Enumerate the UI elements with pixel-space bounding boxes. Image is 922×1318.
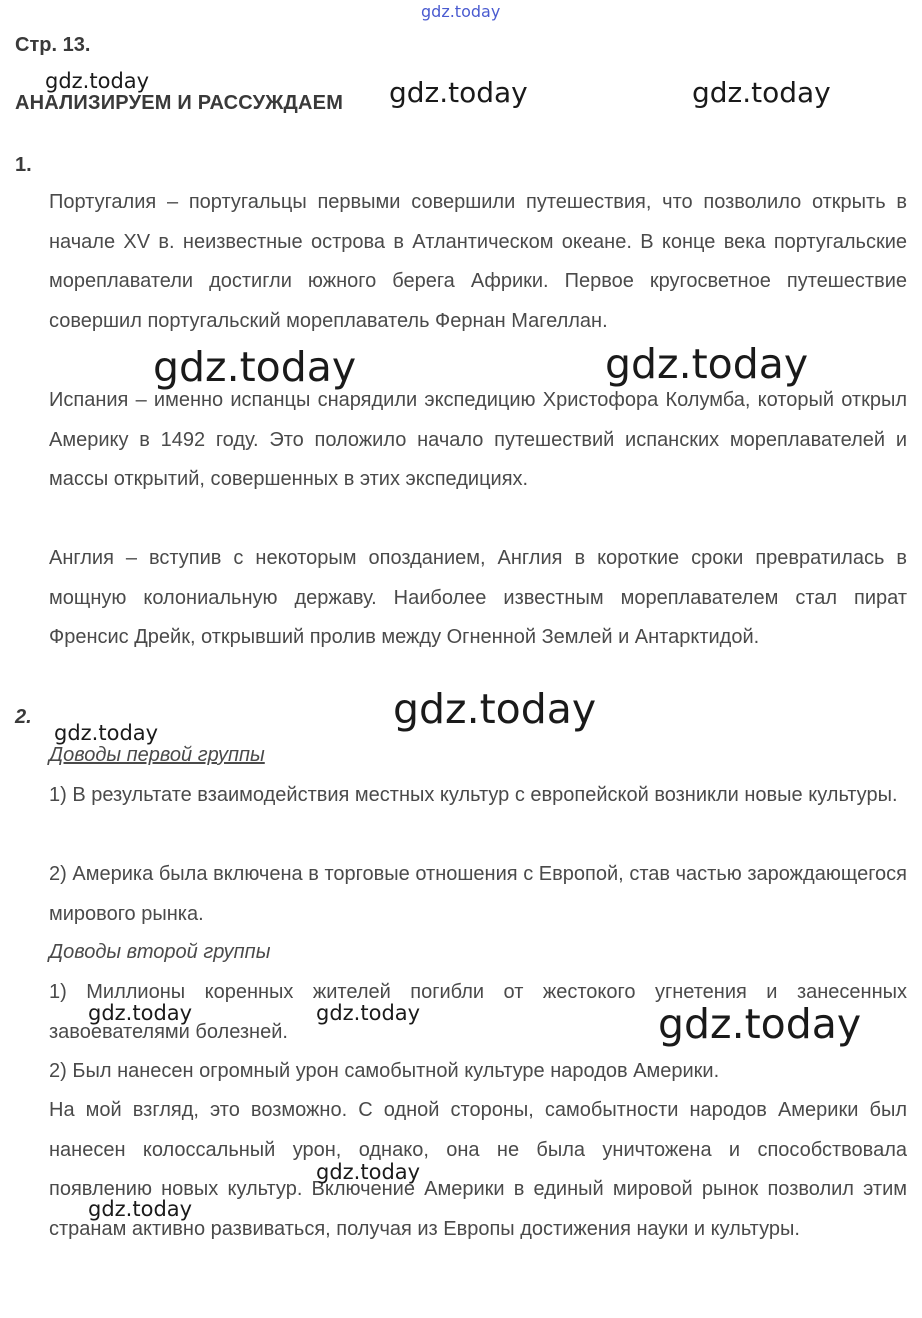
watermark: gdz.today (316, 1160, 421, 1184)
watermark: gdz.today (88, 1001, 193, 1025)
watermark: gdz.today (153, 343, 357, 391)
watermark: gdz.today (692, 76, 831, 109)
watermark: gdz.today (658, 1000, 862, 1048)
argument-item: 1) Миллионы коренных жителей погибли от жестокого угнетения и занесенных завоевателями болезней. (49, 981, 907, 1043)
watermark: gdz.today (316, 1001, 421, 1025)
paragraph-spain: Испания – именно испанцы снарядили экспедицию Христофора Колумба, который открыл Америку в 1492 году. Это положило начало путешествий испанских мореплавателей и массы открытий, совершенных в этих экспедициях. (49, 389, 907, 490)
group-heading-first: Доводы первой группы (49, 744, 265, 766)
paragraph-england: Англия – вступив с некоторым опозданием, Англия в короткие сроки превратилась в мощную колониальную державу. Наиболее известным мореплавателем стал пират Френсис Дрейк, открывший пролив между Огненной Землей и Антарктидой. (49, 547, 907, 648)
argument-item: 2) Был нанесен огромный урон самобытной культуре народов Америки. (49, 1060, 720, 1082)
section-heading: АНАЛИЗИРУЕМ И РАССУЖДАЕМ (15, 92, 344, 114)
task-number: 1. (15, 154, 32, 176)
argument-item: 2) Америка была включена в торговые отношения с Европой, став частью зарождающегося мирового рынка. (49, 863, 907, 925)
argument-item: 1) В результате взаимодействия местных культур с европейской возникли новые культуры. (49, 784, 898, 806)
watermark: gdz.today (389, 76, 528, 109)
watermark: gdz.today (605, 340, 809, 388)
paragraph-portugal: Португалия – португальцы первыми совершили путешествия, что позволило открыть в начале XV в. неизвестные острова в Атлантическом океане. В конце века португальские мореплаватели достигли южного берега Африки. Первое кругосветное путешествие совершил португальский мореплаватель Фернан Магеллан. (49, 191, 907, 332)
group-heading-second: Доводы второй группы (49, 941, 271, 963)
page-number: Стр. 13. (15, 34, 91, 56)
paragraph-opinion: На мой взгляд, это возможно. С одной стороны, самобытности народов Америки был нанесен колоссальный урон, однако, она не была уничтожена и способствовала появлению новых культур. Включение Америки в единый мировой рынок позволил этим странам активно развиваться, получая из Европы достижения науки и культуры. (49, 1099, 907, 1240)
watermark: gdz.today (393, 685, 597, 733)
watermark: gdz.today (54, 721, 159, 745)
watermark: gdz.today (421, 2, 501, 21)
watermark: gdz.today (88, 1197, 193, 1221)
watermark: gdz.today (45, 69, 150, 93)
task-number: 2. (15, 706, 32, 728)
